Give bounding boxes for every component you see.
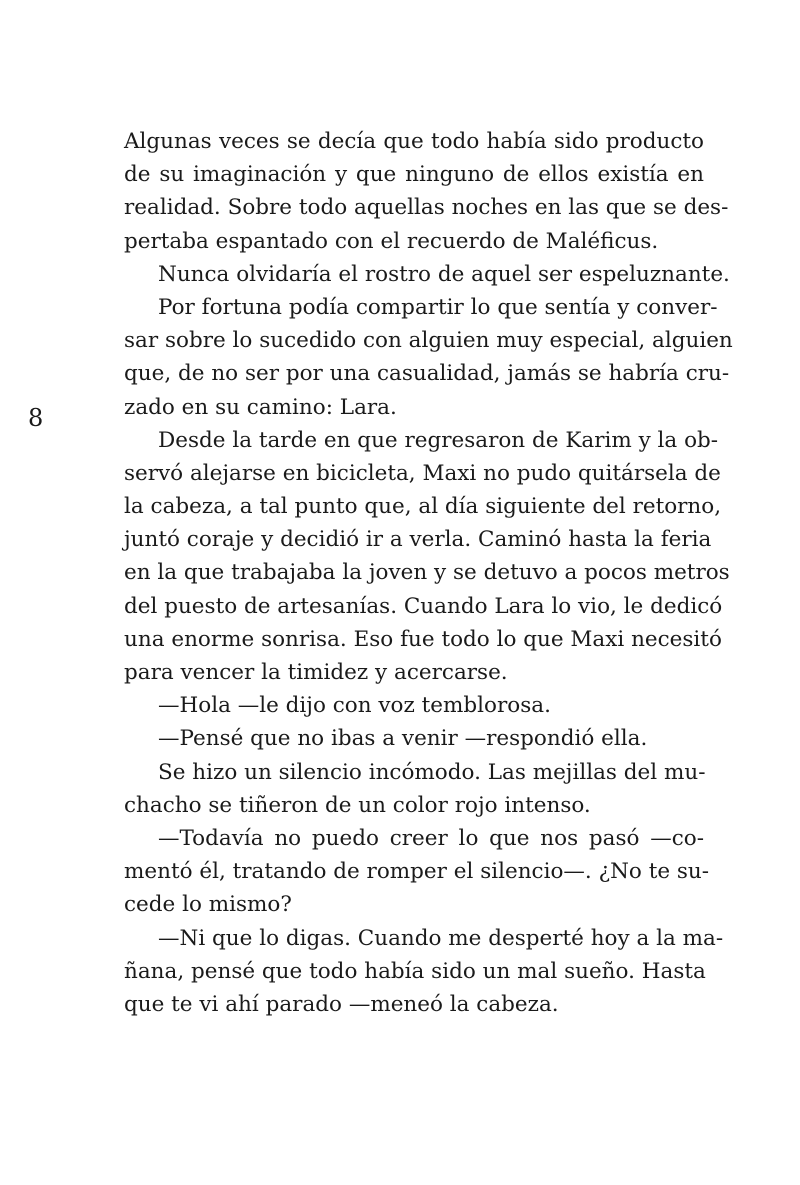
text-line: una enorme sonrisa. Eso fue todo lo que Maxi necesitó <box>124 626 722 652</box>
paragraph <box>124 291 733 424</box>
text-line: para vencer la timidez y acercarse. <box>124 660 508 685</box>
page-number: 8 <box>28 404 44 432</box>
paragraph <box>124 822 710 922</box>
text-line: del puesto de artesanías. Cuando Lara lo vio, le dedicó <box>124 593 723 619</box>
text-line: sar sobre lo sucedido con alguien muy especial, alguien <box>124 328 733 354</box>
text-line: juntó coraje y decidió ir a verla. Caminó hasta la feria <box>124 527 712 553</box>
paragraph <box>124 722 704 755</box>
body-text <box>124 125 733 1021</box>
text-line: la cabeza, a tal punto que, al día siguiente del retorno, <box>124 494 722 520</box>
paragraph <box>124 756 704 822</box>
text-line: mentó él, tratando de romper el silencio—. ¿No te su- <box>124 859 710 885</box>
text-line: —Ni que lo digas. Cuando me desperté hoy a la ma- <box>158 925 724 951</box>
text-line: —Hola —le dijo con voz temblorosa. <box>158 693 551 719</box>
text-line: en la que trabajaba la joven y se detuvo a pocos metros <box>124 560 730 586</box>
text-line: Desde la tarde en que regresaron de Karim y la ob- <box>158 427 719 453</box>
paragraph <box>124 258 730 291</box>
text-line: servó alejarse en bicicleta, Maxi no pudo quitársela de <box>124 460 721 486</box>
text-line: Nunca olvidaría el rostro de aquel ser espeluznante. <box>158 261 730 287</box>
paragraph <box>124 125 729 258</box>
text-line: de su imaginación y que ninguno de ellos existía en <box>124 162 704 188</box>
paragraph <box>124 424 730 690</box>
text-line: zado en su camino: Lara. <box>124 394 397 420</box>
text-line: que te vi ahí parado —meneó la cabeza. <box>124 991 559 1017</box>
text-line: Se hizo un silencio incómodo. Las mejillas del mu- <box>158 759 706 785</box>
text-line: que, de no ser por una casualidad, jamás se habría cru- <box>124 361 730 387</box>
text-line: —Pensé que no ibas a venir —respondió ella. <box>158 726 648 752</box>
text-line: ñana, pensé que todo había sido un mal sueño. Hasta <box>124 958 706 984</box>
text-line: chacho se tiñeron de un color rojo intenso. <box>124 792 591 818</box>
text-line: cede lo mismo? <box>124 892 292 918</box>
text-line: pertaba espantado con el recuerdo de Maléficus. <box>124 228 659 254</box>
text-line: Algunas veces se decía que todo había sido producto <box>124 129 704 154</box>
paragraph <box>124 689 704 722</box>
paragraph <box>124 922 724 1022</box>
text-line: realidad. Sobre todo aquellas noches en las que se des- <box>124 195 729 221</box>
text-line: —Todavía no puedo creer lo que nos pasó —co- <box>158 825 704 851</box>
text-line: Por fortuna podía compartir lo que sentía y conver- <box>158 294 718 320</box>
